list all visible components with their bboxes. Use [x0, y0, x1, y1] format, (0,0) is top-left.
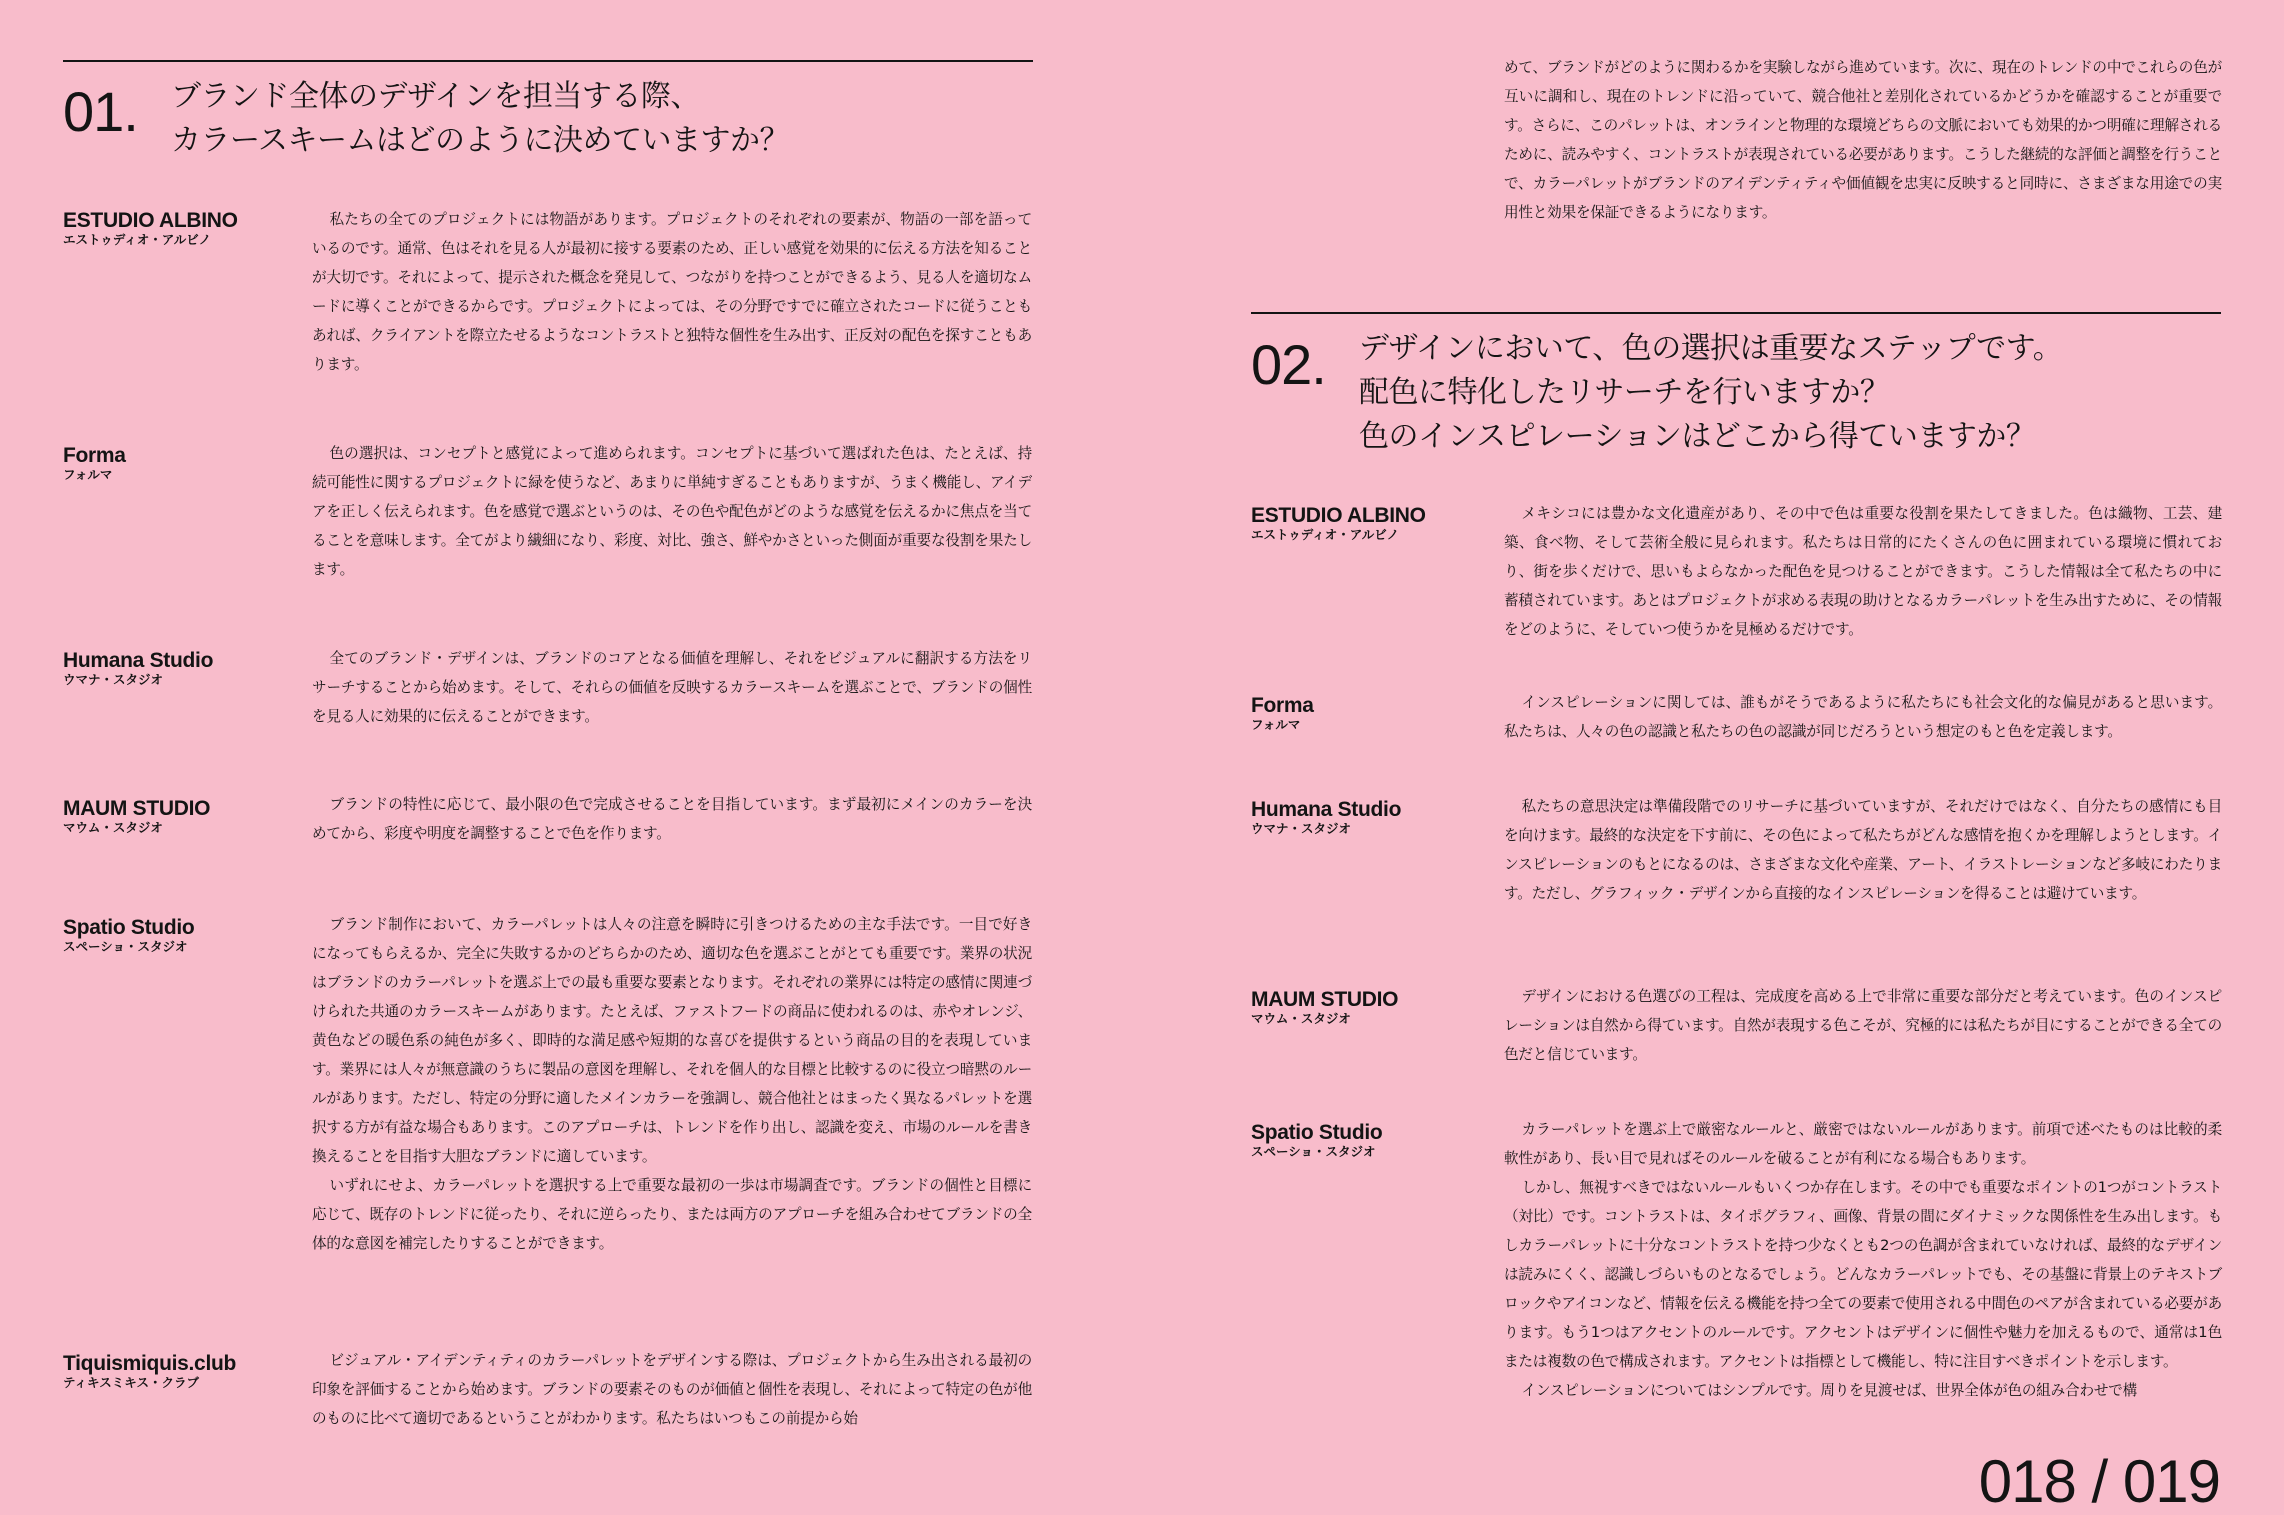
answer-paragraph: メキシコには豊かな文化遺産があり、その中で色は重要な役割を果たしてきました。色は織物、工芸、建築、食べ物、そして芸術全般に見られます。私たちは日常的にたくさんの色に囲まれている環境に慣れており、街を歩くだけで、思いもよらなかった配色を見つけることができます。こうした情報は全て私たちの中に蓄積されています。あとはプロジェクトが求める表現の助けとなるカラーパレットを生み出すために、その情報をどのように、そしていつ使うかを見極めるだけです。 — [1504, 505, 2222, 638]
question-number: 02. — [1251, 333, 1326, 396]
answer-text — [1504, 499, 2222, 644]
studio-label — [63, 1353, 303, 1391]
studio-name: ESTUDIO ALBINO — [1251, 504, 1426, 527]
studio-name: ESTUDIO ALBINO — [63, 209, 238, 232]
answer-paragraph: ブランドの特性に応じて、最小限の色で完成させることを目指しています。まず最初にメインのカラーを決めてから、彩度や明度を調整することで色を作ります。 — [312, 796, 1032, 842]
answer-paragraph: しかし、無視すべきではないルールもいくつか存在します。その中でも重要なポイントの1つがコントラスト（対比）です。コントラストは、タイポグラフィ、画像、背景の間にダイナミックな関係性を生み出します。もしカラーパレットに十分なコントラストを持つ少なくとも2つの色調が含まれていなければ、最終的なデザインは読みにくく、認識しづらいものとなるでしょう。どんなカラーパレットでも、その基盤に背景上のテキストブロックやアイコンなど、情報を伝える機能を持つ全ての要素で使用される中間色のペアが含まれている必要があります。もう1つはアクセントのルールです。アクセントはデザインに個性や魅力を加えるもので、通常は1色または複数の色で構成されます。アクセントは指標として機能し、特に注目すべきポイントを示します。 — [1504, 1179, 2222, 1370]
studio-kana: ティキスミキス・クラブ — [63, 1375, 200, 1390]
answer-paragraph: 全てのブランド・デザインは、ブランドのコアとなる価値を理解し、それをビジュアルに翻訳する方法をリサーチすることから始めます。そして、それらの価値を反映するカラースキームを選ぶことで、ブランドの個性を見る人に効果的に伝えることができます。 — [312, 650, 1032, 725]
studio-label — [1251, 989, 1491, 1027]
studio-kana: ウマナ・スタジオ — [63, 672, 164, 687]
answer-text — [1504, 1115, 2222, 1405]
answer-paragraph: カラーパレットを選ぶ上で厳密なルールと、厳密ではないルールがあります。前項で述べたものは比較的柔軟性があり、長い目で見ればそのルールを破ることが有利になる場合もあります。 — [1504, 1121, 2222, 1167]
answer-paragraph: 私たちの全てのプロジェクトには物語があります。プロジェクトのそれぞれの要素が、物語の一部を語っているのです。通常、色はそれを見る人が最初に接する要素のため、正しい感覚を効果的に伝える方法を知ることが大切です。それによって、提示された概念を発見して、つながりを持つことができるよう、見る人を適切なムードに導くことができるからです。プロジェクトによっては、その分野ですでに確立されたコードに従うこともあれば、クライアントを際立たせるようなコントラストと独特な個性を生み出す、正反対の配色を探すこともあります。 — [312, 211, 1032, 373]
answer-text — [312, 205, 1032, 379]
answer-paragraph: めて、ブランドがどのように関わるかを実験しながら進めています。次に、現在のトレンドの中でこれらの色が互いに調和し、現在のトレンドに沿っていて、競合他社と差別化されているかどうかを確認することが重要です。さらに、このパレットは、オンラインと物理的な環境どちらの文脈においても効果的かつ明確に理解されるために、読みやすく、コントラストが表現されている必要があります。こうした継続的な評価と調整を行うことで、カラーパレットがブランドのアイデンティティや価値観を忠実に反映すると同時に、さまざまな用途での実用性と効果を保証できるようになります。 — [1504, 59, 2222, 221]
section-rule-left — [63, 60, 1033, 62]
question-line: 配色に特化したリサーチを行いますか？ — [1359, 375, 1890, 410]
answer-text — [312, 644, 1032, 731]
answer-text — [312, 439, 1032, 584]
answer-paragraph: インスピレーションについてはシンプルです。周りを見渡せば、世界全体が色の組み合わせで構 — [1521, 1382, 2138, 1399]
answer-paragraph: いずれにせよ、カラーパレットを選択する上で重要な最初の一歩は市場調査です。ブランドの個性と目標に応じて、既存のトレンドに従ったり、それに逆らったり、または両方のアプローチを組み合わせてブランドの全体的な意図を補完したりすることができます。 — [312, 1177, 1032, 1252]
studio-name: Spatio Studio — [63, 916, 195, 939]
question-line: デザインにおいて、色の選択は重要なステップです。 — [1359, 331, 2063, 366]
studio-name: Humana Studio — [63, 649, 214, 672]
studio-name: Humana Studio — [1251, 798, 1402, 821]
studio-label — [63, 917, 303, 955]
studio-kana: スペーショ・スタジオ — [63, 939, 188, 954]
answer-paragraph: 色の選択は、コンセプトと感覚によって進められます。コンセプトに基づいて選ばれた色は、たとえば、持続可能性に関するプロジェクトに緑を使うなど、あまりに単純すぎることもありますが、うまく機能し、アイデアを正しく伝えられます。色を感覚で選ぶというのは、その色や配色がどのような感覚を伝えるかに焦点を当てることを意味します。全てがより繊細になり、彩度、対比、強さ、鮮やかさといった側面が重要な役割を果たします。 — [312, 445, 1032, 578]
studio-name: Forma — [1251, 694, 1314, 717]
studio-label — [63, 798, 303, 836]
question-line: カラースキームはどのように決めていますか？ — [171, 123, 789, 158]
studio-label — [1251, 505, 1491, 543]
continued-answer-text — [1504, 53, 2222, 227]
studio-name: Spatio Studio — [1251, 1121, 1383, 1144]
answer-paragraph: 私たちの意思決定は準備段階でのリサーチに基づいていますが、それだけではなく、自分たちの感情にも目を向けます。最終的な決定を下す前に、その色によって私たちがどんな感情を抱くかを理解しようとします。インスピレーションのもとになるのは、さまざまな文化や産業、アート、イラストレーションなど多岐にわたります。ただし、グラフィック・デザインから直接的なインスピレーションを得ることは避けています。 — [1504, 798, 2222, 902]
studio-kana: ウマナ・スタジオ — [1251, 821, 1352, 836]
question-line: ブランド全体のデザインを担当する際、 — [171, 79, 700, 114]
studio-name: Tiquismiquis.club — [63, 1352, 237, 1375]
question-title — [171, 75, 789, 163]
studio-label — [1251, 799, 1491, 837]
page-numbers: 018 / 019 — [1978, 1448, 2220, 1515]
answer-text — [1504, 792, 2222, 908]
studio-kana: フォルマ — [1251, 717, 1301, 732]
answer-text — [1504, 688, 2222, 746]
studio-label — [1251, 695, 1491, 733]
studio-label — [63, 650, 303, 688]
studio-kana: スペーショ・スタジオ — [1251, 1144, 1376, 1159]
section-rule-right — [1251, 312, 2221, 314]
question-number: 01. — [63, 80, 138, 143]
answer-text — [312, 1346, 1032, 1433]
studio-kana: エストゥディオ・アルビノ — [1251, 527, 1400, 542]
question-line: 色のインスピレーションはどこから得ていますか？ — [1359, 419, 2036, 454]
studio-kana: エストゥディオ・アルビノ — [63, 232, 212, 247]
answer-text — [312, 790, 1032, 848]
studio-label — [63, 445, 303, 483]
studio-label — [63, 210, 303, 248]
studio-name: MAUM STUDIO — [1251, 988, 1399, 1011]
studio-name: Forma — [63, 444, 126, 467]
studio-kana: マウム・スタジオ — [63, 820, 163, 835]
studio-kana: マウム・スタジオ — [1251, 1011, 1351, 1026]
studio-kana: フォルマ — [63, 467, 113, 482]
answer-text — [1504, 982, 2222, 1069]
answer-paragraph: ビジュアル・アイデンティティのカラーパレットをデザインする際は、プロジェクトから生み出される最初の印象を評価することから始めます。ブランドの要素そのものが価値と個性を表現し、それによって特定の色が他のものに比べて適切であるということがわかります。私たちはいつもこの前提から始 — [312, 1352, 1032, 1427]
question-title — [1359, 327, 2062, 459]
answer-paragraph: ブランド制作において、カラーパレットは人々の注意を瞬時に引きつけるための主な手法です。一目で好きになってもらえるか、完全に失敗するかのどちらかのため、適切な色を選ぶことがとても重要です。業界の状況はブランドのカラーパレットを選ぶ上での最も重要な要素となります。それぞれの業界には特定の感情に関連づけられた共通のカラースキームがあります。たとえば、ファストフードの商品に使われるのは、赤やオレンジ、黄色などの暖色系の純色が多く、即時的な満足感や短期的な喜びを提供するという商品の目的を表現しています。業界には人々が無意識のうちに製品の意図を理解し、それを個人的な目標と比較するのに役立つ暗黙のルールがあります。ただし、特定の分野に適したメインカラーを強調し、競合他社とはまったく異なるパレットを選択する方が有益な場合もあります。このアプローチは、トレンドを作り出し、認識を変え、市場のルールを書き換えることを目指す大胆なブランドに適しています。 — [312, 916, 1032, 1165]
studio-label — [1251, 1122, 1491, 1160]
answer-paragraph: デザインにおける色選びの工程は、完成度を高める上で非常に重要な部分だと考えています。色のインスピレーションは自然から得ています。自然が表現する色こそが、究極的には私たちが目にすることができる全ての色だと信じています。 — [1504, 988, 2222, 1063]
studio-name: MAUM STUDIO — [63, 797, 211, 820]
answer-paragraph: インスピレーションに関しては、誰もがそうであるように私たちにも社会文化的な偏見があると思います。私たちは、人々の色の認識と私たちの色の認識が同じだろうという想定のもと色を定義します。 — [1504, 694, 2222, 740]
answer-text — [312, 910, 1032, 1258]
